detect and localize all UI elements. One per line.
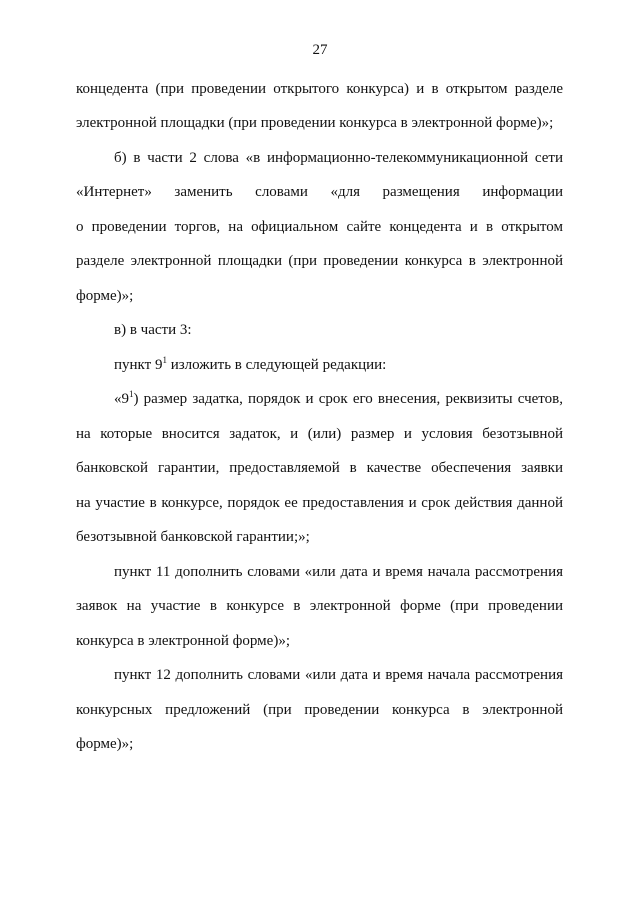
text-line [114, 356, 386, 374]
superscript: 1 [129, 389, 134, 399]
text-line: форме)»; [76, 288, 134, 304]
text-line: на которые вносится задаток, и (или) размер и условия безотзывной [76, 426, 563, 442]
text-fragment: пункт 9 [114, 357, 163, 373]
text-fragment: изложить в следующей редакции: [166, 357, 387, 373]
text-line: безотзывной банковской гарантии;»; [76, 529, 310, 545]
text-line: электронной площадки (при проведении конкурса в электронной форме)»; [76, 115, 554, 131]
text-fragment: ) размер задатка, порядок и срок его внесения, реквизиты счетов, [133, 391, 563, 407]
text-line: на участие в конкурсе, порядок ее предоставления и срок действия данной [76, 495, 563, 511]
text-line: конкурсных предложений (при проведении конкурса в электронной [76, 702, 563, 718]
text-line: б) в части 2 слова «в информационно-телекоммуникационной сети [114, 150, 563, 166]
page-number: 27 [312, 42, 328, 58]
text-line: «Интернет» заменить словами «для размещения информации [76, 184, 563, 200]
superscript: 1 [162, 355, 167, 365]
text-line: в) в части 3: [114, 322, 192, 338]
text-fragment: «9 [114, 391, 129, 407]
text-line: заявок на участие в конкурсе в электронной форме (при проведении [76, 598, 563, 614]
text-line: пункт 12 дополнить словами «или дата и время начала рассмотрения [114, 667, 563, 683]
text-line: о проведении торгов, на официальном сайте концедента и в открытом [76, 219, 563, 235]
text-line: концедента (при проведении открытого конкурса) и в открытом разделе [76, 81, 563, 97]
text-line: форме)»; [76, 736, 134, 752]
text-line: банковской гарантии, предоставляемой в качестве обеспечения заявки [76, 460, 563, 476]
text-line [114, 390, 563, 408]
text-line: разделе электронной площадки (при проведении конкурса в электронной [76, 253, 563, 269]
text-line: пункт 11 дополнить словами «или дата и время начала рассмотрения [114, 564, 563, 580]
text-line: конкурса в электронной форме)»; [76, 633, 290, 649]
